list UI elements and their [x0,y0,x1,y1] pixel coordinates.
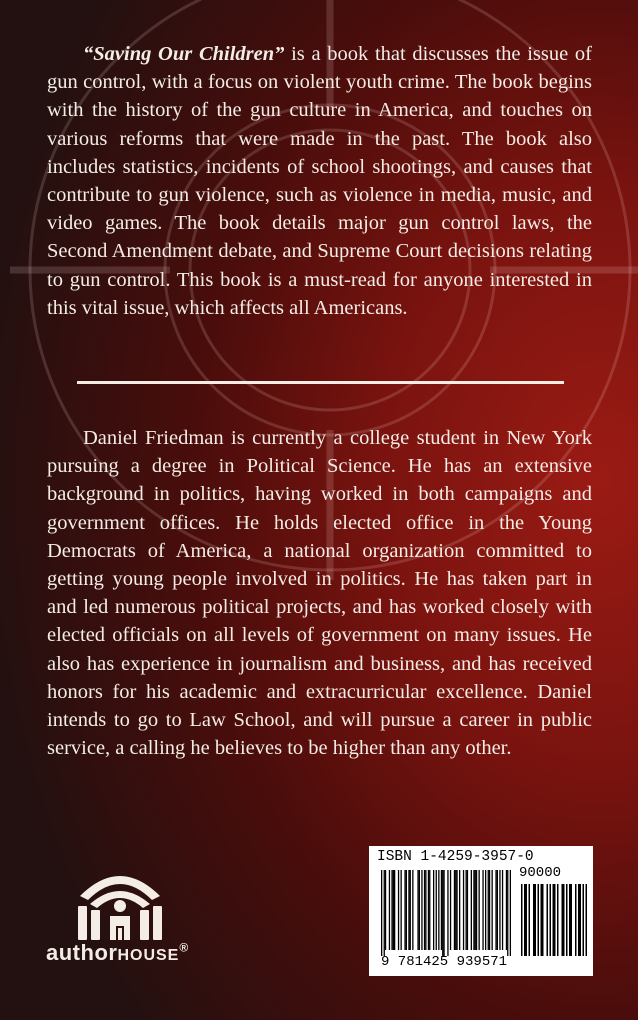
barcode-bar [459,870,460,950]
publisher-logo-text [46,940,189,966]
barcode-bar [488,870,489,950]
barcode-bar [482,870,483,950]
addon-bar [547,884,549,956]
barcode-bar [454,870,455,950]
barcode-bar [404,870,405,950]
barcode-bar [499,870,500,950]
barcode-bar [393,870,394,950]
addon-bar [571,884,573,956]
barcode-bar [467,870,468,950]
barcode-bar [466,870,467,950]
barcode-bar [429,870,430,950]
barcode-bar [436,870,437,950]
section-divider [77,381,564,384]
barcode-bar [441,870,442,950]
barcode-bar [384,870,385,956]
addon-bar [578,884,580,956]
book-description [47,40,592,322]
book-title: “Saving Our Children” [83,43,285,65]
barcode-bar [463,870,464,950]
price-code: 90000 [519,865,562,881]
barcode-bar [475,870,476,950]
barcode-bar [433,870,434,950]
addon-bar [533,884,535,956]
barcode-bar [455,870,456,950]
addon-bar [569,884,571,956]
addon-bar [535,884,537,956]
author-bio: Daniel Friedman is currently a college student in New York pursuing a degree in Political Science. He has an extensive background in politics, having worked in both campaigns and government offices. He holds elected office in the Young Democrats of America, a national organization committed to getting young people involved in politics. He has taken part in and led numerous political projects, and has worked closely with elected officials on all levels of government on many issues. He also has experience in journalism and business, and has received honors for his academic and extracurricular excellence. Daniel intends to go to Law School, and will pursue a career in public service, a calling he believes to be higher than any other. [47,427,592,760]
barcode-bar [479,870,480,950]
barcode-bar [471,870,472,950]
barcode-bar [391,870,392,950]
registered-mark: ® [179,940,189,955]
barcode-bar [489,870,490,950]
addon-bar [583,884,585,956]
addon-bar [575,884,577,956]
barcode-bar [443,870,444,956]
barcode-bar [424,870,425,950]
barcode-bar [394,870,395,950]
publisher-name-house: HOUSE [117,947,180,964]
barcode-bar [381,870,382,956]
barcode-bar [421,870,422,950]
barcode-bar [438,870,439,950]
addon-bar [563,884,565,956]
barcode-bar [406,870,407,950]
barcode-bar [510,870,511,956]
isbn-label: ISBN 1-4259-3957-0 [377,849,534,865]
barcode-bar [450,870,451,950]
addon-bar [524,884,526,956]
addon-bar [521,884,523,956]
barcode-bar [401,870,402,950]
isbn-barcode [369,846,593,976]
barcode-bar [495,870,496,950]
barcode-bar [425,870,426,950]
barcode-bar [389,870,390,950]
barcode-bar [492,870,493,950]
barcode-bar [506,870,507,950]
barcode-bar [428,870,429,950]
barcode-bar [502,870,503,950]
book-description-text: is a book that discusses the issue of gun control, with a focus on violent youth crime. The book begins with the history of the gun culture in America, and touches on various reforms that were made in the past. The book also includes statistics, incidents of school shootings, and causes that contribute to gun violence, such as violence in media, music, and video games. The book details major gun control laws, the Second Amendment debate, and Supreme Court decisions relating to gun control. This book is a must-read for anyone interested in this vital issue, which affects all Americans. [47,43,592,319]
barcode-bar [412,870,413,950]
barcode-bar [398,870,399,950]
addon-bar [586,884,588,956]
barcode-bar [410,870,411,950]
addon-bar [542,884,544,956]
barcode-bar [447,870,448,956]
addon-bar [553,884,555,956]
addon-bar [541,884,543,956]
addon-bar [557,884,559,956]
barcode-bar [419,870,420,950]
addon-bar [580,884,582,956]
addon-bar [550,884,552,956]
barcode-bar [417,870,418,950]
barcode-bar [473,870,474,950]
barcode-bar [476,870,477,950]
barcode-bar [485,870,486,950]
ean-number: 9 781425 939571 [381,954,508,970]
barcode-bar [497,870,498,950]
barcode-bar [442,870,443,956]
addon-bar [526,884,528,956]
addon-bar [566,884,568,956]
barcode-bar [385,870,386,950]
publisher-name-author: author [46,940,118,965]
addon-bar [538,884,540,956]
barcode-bar [408,870,409,950]
addon-bar [554,884,556,956]
barcode-bar [507,870,508,956]
barcode-bar [456,870,457,950]
addon-bar [562,884,564,956]
addon-bar [529,884,531,956]
